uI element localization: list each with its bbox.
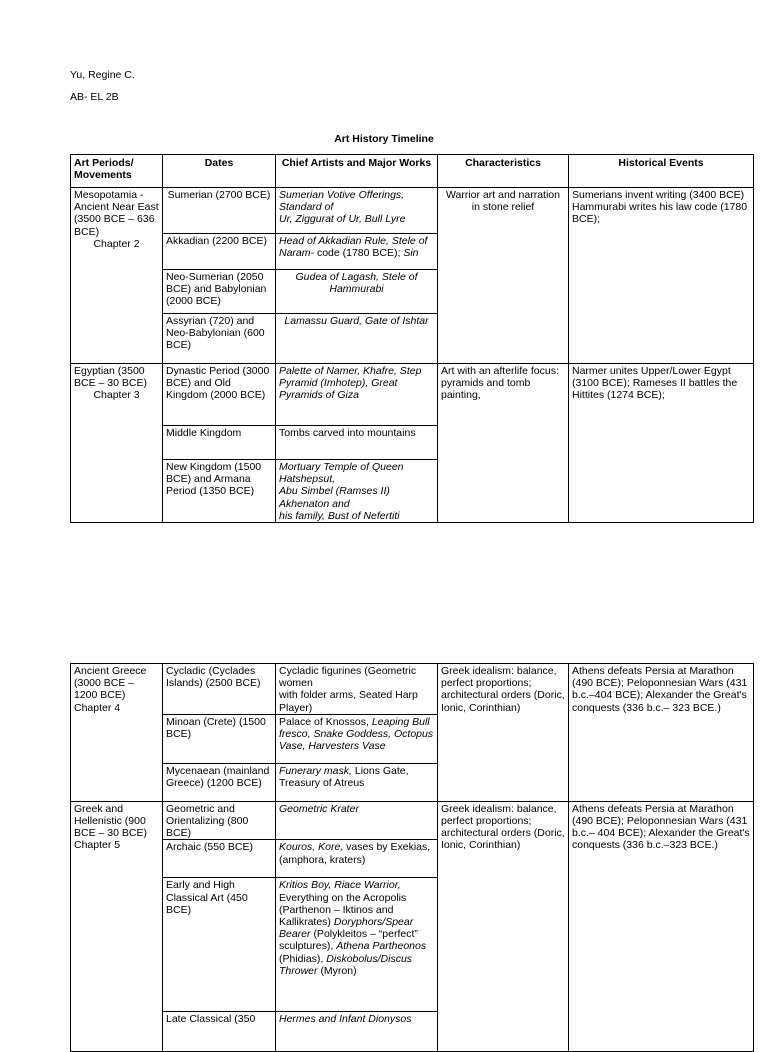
table-row [71, 188, 754, 234]
date-cell: Neo-Sumerian (2050 BCE) and Babylonian (2000 BCE) [163, 270, 276, 314]
works-cell: Mortuary Temple of Queen Hatshepsut, Abu Simbel (Ramses II) Akhenaton and his family, Bust of Nefertiti [276, 460, 438, 523]
events-cell: Athens defeats Persia at Marathon (490 BCE); Peloponnesian Wars (431 b.c.–404 BCE); Alexander the Great's conquests (336 b.c.– 323 BCE.) [569, 664, 754, 802]
period-cell: Greek and Hellenistic (900 BCE – 30 BCE) Chapter 5 [71, 801, 163, 1052]
table-row [71, 801, 754, 840]
works-cell: Lamassu Guard, Gate of Ishtar [276, 314, 438, 364]
date-cell: Mycenaean (mainland Greece) (1200 BCE) [163, 763, 276, 801]
course-code: AB- EL 2B [70, 91, 119, 103]
date-cell: Geometric and Orientalizing (800 BCE) [163, 801, 276, 840]
characteristics-cell: Warrior art and narration in stone relief [438, 188, 569, 364]
date-cell: Late Classical (350 [163, 1012, 276, 1052]
table-header-row [71, 155, 754, 188]
events-cell: Narmer unites Upper/Lower Egypt (3100 BCE); Rameses II battles the Hittites (1274 BCE); [569, 364, 754, 523]
date-cell: Minoan (Crete) (1500 BCE) [163, 714, 276, 763]
works-cell: Gudea of Lagash, Stele of Hammurabi [276, 270, 438, 314]
works-cell: Palette of Namer, Khafre, Step Pyramid (Imhotep), Great Pyramids of Giza [276, 364, 438, 426]
date-cell: New Kingdom (1500 BCE) and Armana Period (1350 BCE) [163, 460, 276, 523]
works-cell: Cycladic figurines (Geometric women with folder arms, Seated Harp Player) [276, 664, 438, 715]
timeline-table-1 [70, 154, 754, 523]
characteristics-cell: Greek idealism: balance, perfect proportions; architectural orders (Doric, Ionic, Corinthian) [438, 801, 569, 1052]
works-cell: Hermes and Infant Dionysos [276, 1012, 438, 1052]
works-cell: Head of Akkadian Rule, Stele of Naram- code (1780 BCE); Sin [276, 234, 438, 270]
col-header-characteristics: Characteristics [438, 155, 569, 188]
works-cell: Kritios Boy, Riace Warrior, Everything on the Acropolis (Parthenon – Iktinos and Kallikrates) Doryphors/Spear Bearer (Polykleitos – “perfect” sculptures), Athena Partheonos (Phidias), Diskobolus/Discus Thrower (Myron) [276, 878, 438, 1012]
period-cell: Egyptian (3500 BCE – 30 BCE) Chapter 3 [71, 364, 163, 523]
date-cell: Cycladic (Cyclades Islands) (2500 BCE) [163, 664, 276, 715]
works-cell: Geometric Krater [276, 801, 438, 840]
table-row [71, 364, 754, 426]
col-header-periods: Art Periods/ Movements [71, 155, 163, 188]
col-header-dates: Dates [163, 155, 276, 188]
document-title: Art History Timeline [334, 133, 434, 145]
timeline-table-2 [70, 663, 754, 1052]
col-header-works: Chief Artists and Major Works [276, 155, 438, 188]
works-cell: Tombs carved into mountains [276, 426, 438, 460]
date-cell: Sumerian (2700 BCE) [163, 188, 276, 234]
period-cell: Mesopotamia - Ancient Near East (3500 BCE – 636 BCE) Chapter 2 [71, 188, 163, 364]
works-cell: Funerary mask, Lions Gate, Treasury of Atreus [276, 763, 438, 801]
date-cell: Early and High Classical Art (450 BCE) [163, 878, 276, 1012]
date-cell: Assyrian (720) and Neo-Babylonian (600 BCE) [163, 314, 276, 364]
date-cell: Dynastic Period (3000 BCE) and Old Kingdom (2000 BCE) [163, 364, 276, 426]
events-cell: Athens defeats Persia at Marathon (490 BCE); Peloponnesian Wars (431 b.c.– 404 BCE); Alexander the Great's conquests (336 b.c.–323 BCE.) [569, 801, 754, 1052]
date-cell: Archaic (550 BCE) [163, 840, 276, 878]
author-name: Yu, Regine C. [70, 69, 135, 81]
characteristics-cell: Art with an afterlife focus: pyramids and tomb painting, [438, 364, 569, 523]
date-cell: Akkadian (2200 BCE) [163, 234, 276, 270]
works-cell: Palace of Knossos, Leaping Bull fresco, Snake Goddess, Octopus Vase, Harvesters Vase [276, 714, 438, 763]
works-cell: Kouros, Kore, vases by Exekias, (amphora, kraters) [276, 840, 438, 878]
table-row [71, 664, 754, 715]
period-cell: Ancient Greece (3000 BCE – 1200 BCE) Chapter 4 [71, 664, 163, 802]
works-cell: Sumerian Votive Offerings, Standard of Ur, Ziggurat of Ur, Bull Lyre [276, 188, 438, 234]
date-cell: Middle Kingdom [163, 426, 276, 460]
col-header-events: Historical Events [569, 155, 754, 188]
events-cell: Sumerians invent writing (3400 BCE) Hammurabi writes his law code (1780 BCE); [569, 188, 754, 364]
characteristics-cell: Greek idealism: balance, perfect proportions; architectural orders (Doric, Ionic, Corinthian) [438, 664, 569, 802]
